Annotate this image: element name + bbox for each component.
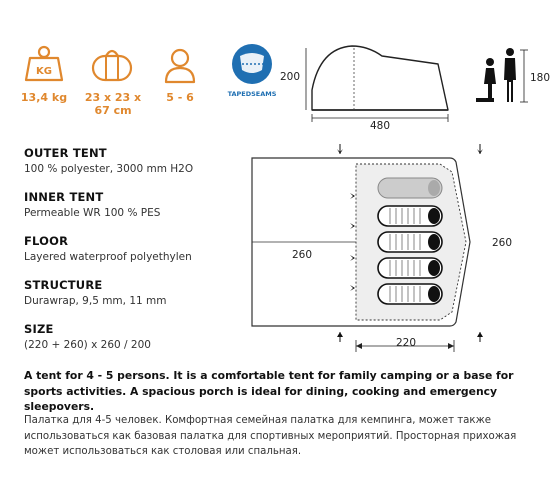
spec-title-structure: STRUCTURE <box>24 278 103 292</box>
plan-width-label: 260 <box>492 237 513 249</box>
spec-value-size: (220 + 260) x 260 / 200 <box>24 339 151 351</box>
profile-height-label: 200 <box>279 71 300 83</box>
description-en: A tent for 4 - 5 persons. It is a comfortable tent for family camping or a base for sports activities. A spacious porch is ideal for dining, cooking and emergency sleepovers. <box>24 369 514 413</box>
person-silhouettes-icon <box>470 48 551 110</box>
pack-bag-icon <box>90 46 134 86</box>
profile-length-label: 480 <box>369 120 391 132</box>
floor-plan-diagram <box>240 136 550 356</box>
taped-seams-label: TAPEDSEAMS <box>227 90 277 98</box>
kg-weight-icon <box>24 44 64 84</box>
spec-value-outer-tent: 100 % polyester, 3000 mm H2O <box>24 163 194 175</box>
kg-glyph: KG <box>36 66 52 77</box>
person-height-label: 180 <box>530 72 551 84</box>
weight-label: 13,4 kg <box>20 91 68 104</box>
taped-seams-icon <box>226 40 280 102</box>
spec-title-outer-tent: OUTER TENT <box>24 146 107 160</box>
spec-title-inner-tent: INNER TENT <box>24 190 104 204</box>
pack-size-line2: 67 cm <box>94 104 132 117</box>
inner-length-label: 220 <box>395 337 417 349</box>
spec-value-floor: Layered waterproof polyethylen <box>24 251 192 263</box>
porch-length-label: 260 <box>291 249 313 261</box>
persons-label: 5 - 6 <box>166 91 194 104</box>
pack-size-label <box>78 91 148 117</box>
spec-title-floor: FLOOR <box>24 234 69 248</box>
tent-profile-diagram <box>279 40 460 132</box>
person-icon <box>160 46 200 86</box>
spec-title-size: SIZE <box>24 322 54 336</box>
spec-value-structure: Durawrap, 9,5 mm, 11 mm <box>24 295 167 307</box>
spec-value-inner-tent: Permeable WR 100 % PES <box>24 207 161 219</box>
sleeping-bags <box>378 178 442 304</box>
description-ru: Палатка для 4-5 человек. Комфортная семейная палатка для кемпинга, может также использоваться как базовая палатка для спортивных мероприятий. Просторная прихожая может использоваться как столовая или спальная. <box>24 415 517 457</box>
pack-size-line1: 23 x 23 x <box>84 91 142 104</box>
